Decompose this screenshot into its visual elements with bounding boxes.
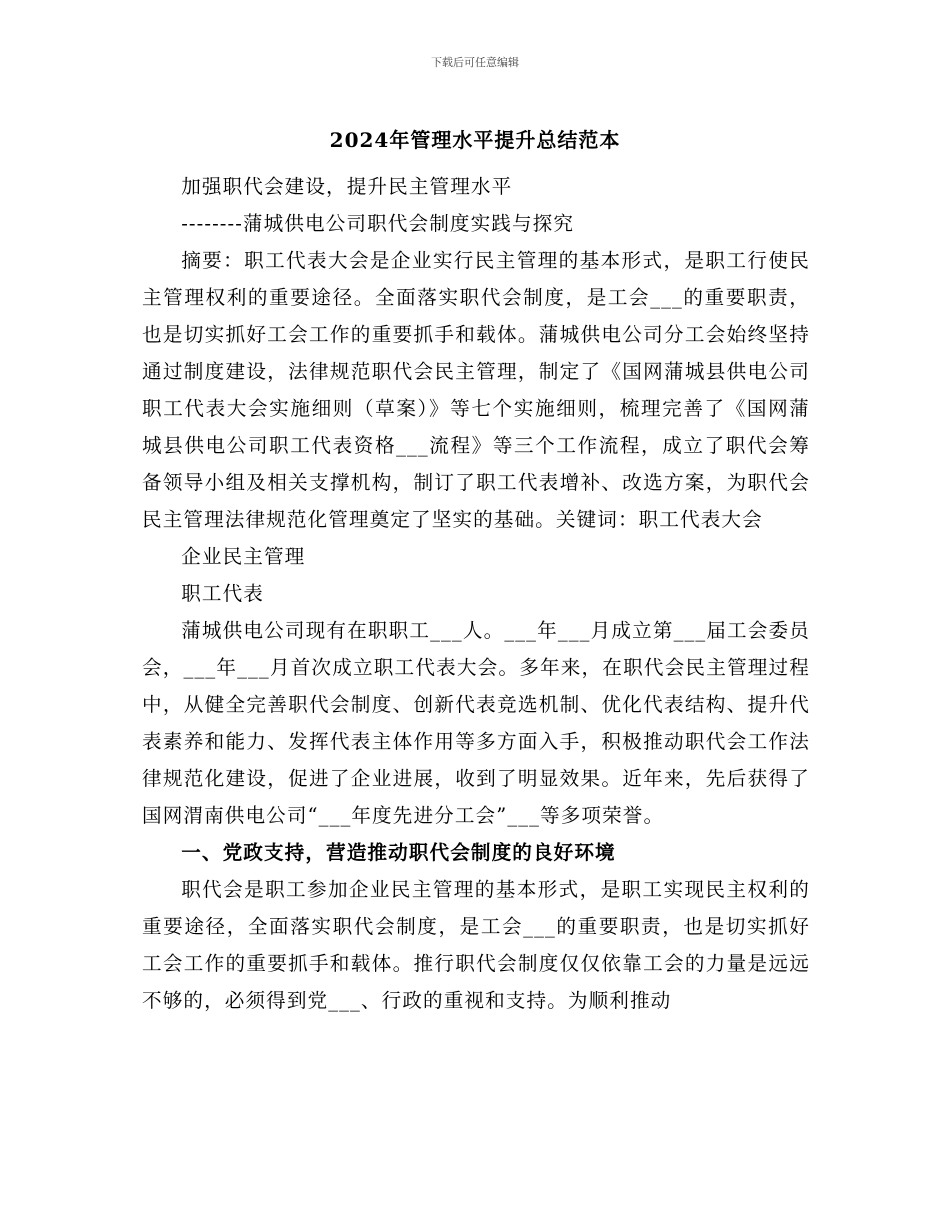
subtitle: 加强职代会建设，提升民主管理水平 (181, 175, 513, 198)
abstract-paragraph: 摘要：职工代表大会是企业实行民主管理的基本形式，是职工行使民主管理权利的重要途径。全面落实职代会制度，是工会___的重要职责，也是切实抓好工会工作的重要抓手和载体。蒲城供电公司分工会始终坚持通过制度建设，法律规范职代会民主管理，制定了《国网蒲城县供电公司职工代表大会实施细则（草案）》等七个实施细则，梳理完善了《国网蒲城县供电公司职工代表资格___流程》等三个工作流程，成立了职代会筹备领导小组及相关支撑机构，制订了职工代表增补、改选方案，为职代会民主管理法律规范化管理奠定了坚实的基础。关键词：职工代表大会 (142, 249, 810, 531)
section-heading-1: 一、党政支持，营造推动职代会制度的良好环境 (181, 841, 616, 864)
subtitle-source: --------蒲城供电公司职代会制度实践与探究 (181, 212, 575, 235)
section-1-paragraph: 职代会是职工参加企业民主管理的基本形式，是职工实现民主权利的重要途径，全面落实职代会制度，是工会___的重要职责，也是切实抓好工会工作的重要抓手和载体。推行职代会制度仅仅依靠工会的力量是远远不够的，必须得到党___、行政的重视和支持。为顺利推动 (142, 878, 810, 1012)
document-title: 2024年管理水平提升总结范本 (329, 128, 621, 152)
keyword-2: 职工代表 (181, 582, 264, 605)
keyword-1: 企业民主管理 (181, 545, 306, 568)
document-body (142, 168, 810, 1019)
page-header-note: 下载后可任意编辑 (431, 56, 519, 69)
intro-paragraph: 蒲城供电公司现有在职职工___人。___年___月成立第___届工会委员会，___年___月首次成立职工代表大会。多年来，在职代会民主管理过程中，从健全完善职代会制度、创新代表竞选机制、优化代表结构、提升代表素养和能力、发挥代表主体作用等多方面入手，积极推动职代会工作法律规范化建设，促进了企业进展，收到了明显效果。近年来，先后获得了国网渭南供电公司“___年度先进分工会”___等多项荣誉。 (142, 619, 810, 827)
